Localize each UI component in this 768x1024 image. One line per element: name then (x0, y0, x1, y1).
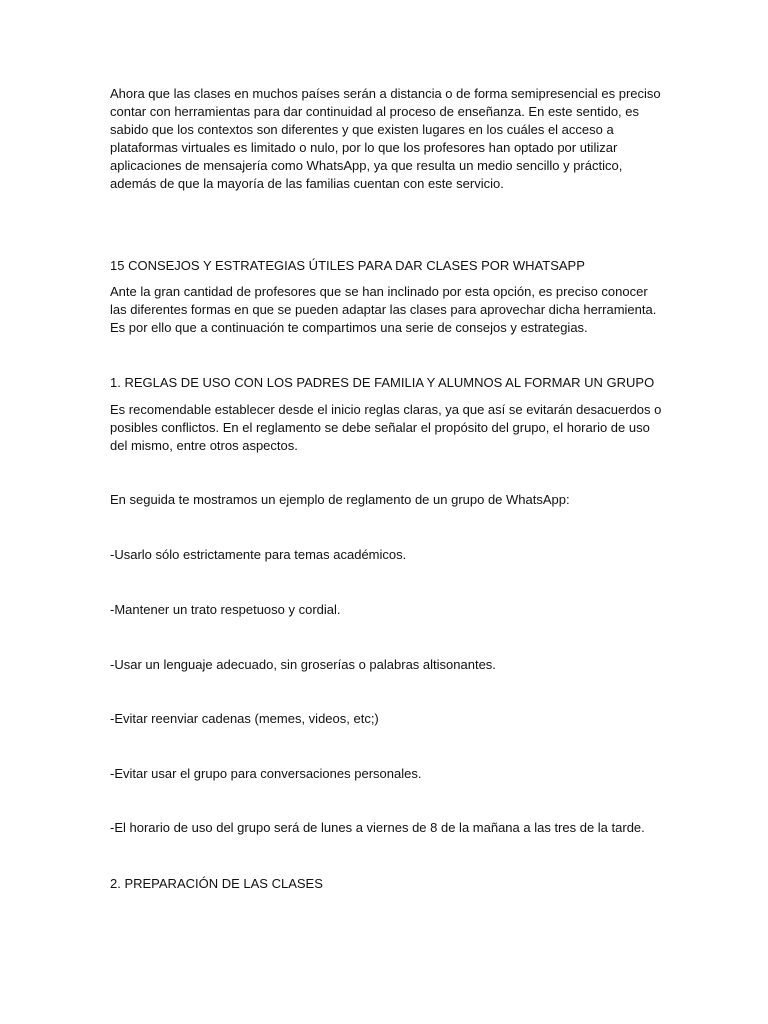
section-1-heading: 1. REGLAS DE USO CON LOS PADRES DE FAMILIA Y ALUMNOS AL FORMAR UN GRUPO (110, 375, 655, 390)
main-paragraph: Ante la gran cantidad de profesores que se han inclinado por esta opción, es preciso conocer las diferentes formas en que se pueden adaptar las clases para aprovechar dicha herramienta. Es por ello que a continuación te compartimos una serie de consejos y estrategias. (110, 284, 657, 335)
section-2-heading: 2. PREPARACIÓN DE LAS CLASES (110, 876, 323, 891)
rule-item: -Usar un lenguaje adecuado, sin groserías o palabras altisonantes. (110, 657, 496, 672)
example-intro: En seguida te mostramos un ejemplo de reglamento de un grupo de WhatsApp: (110, 492, 570, 507)
rule-item: -El horario de uso del grupo será de lunes a viernes de 8 de la mañana a las tres de la tarde. (110, 820, 645, 835)
rule-item: -Evitar reenviar cadenas (memes, videos, etc;) (110, 711, 379, 726)
section-1-paragraph: Es recomendable establecer desde el inicio reglas claras, ya que así se evitarán desacuerdos o posibles conflictos. En el reglamento se debe señalar el propósito del grupo, el horario de uso del mismo, entre otros aspectos. (110, 402, 662, 453)
rule-item: -Mantener un trato respetuoso y cordial. (110, 602, 341, 617)
rule-item: -Usarlo sólo estrictamente para temas académicos. (110, 547, 407, 562)
rule-item: -Evitar usar el grupo para conversaciones personales. (110, 766, 422, 781)
intro-paragraph: Ahora que las clases en muchos países serán a distancia o de forma semipresencial es preciso contar con herramientas para dar continuidad al proceso de enseñanza. En este sentido, es sabido que los contextos son diferentes y que existen lugares en los cuáles el acceso a plataformas virtuales es limitado o nulo, por lo que los profesores han optado por utilizar aplicaciones de mensajería como WhatsApp, ya que resulta un medio sencillo y práctico, además de que la mayoría de las familias cuentan con este servicio. (110, 86, 661, 191)
main-heading: 15 CONSEJOS Y ESTRATEGIAS ÚTILES PARA DAR CLASES POR WHATSAPP (110, 258, 585, 273)
